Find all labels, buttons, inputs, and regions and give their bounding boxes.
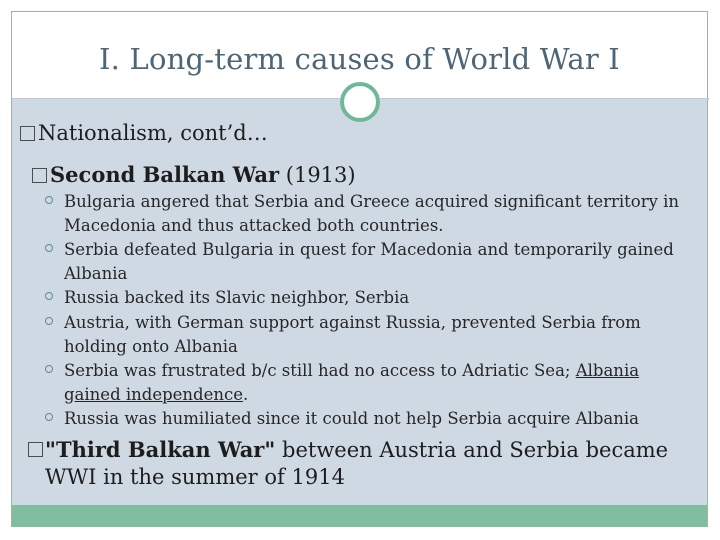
bullet-nationalism bbox=[20, 121, 268, 145]
list-item-text: Austria, with German support against Russia, prevented Serbia from holding onto Albania bbox=[64, 313, 641, 356]
hollow-circle-icon bbox=[45, 317, 53, 325]
second-balkan-war-year: (1913) bbox=[279, 163, 356, 187]
list-item-text: Bulgaria angered that Serbia and Greece acquired significant territory in Macedonia and thus attacked both countries. bbox=[64, 192, 680, 235]
square-checkbox-icon bbox=[32, 168, 47, 183]
list-item-text-pre: Serbia was frustrated b/c still had no access to Adriatic Sea; bbox=[64, 361, 576, 380]
hollow-circle-icon bbox=[45, 196, 53, 204]
square-checkbox-icon bbox=[20, 126, 35, 141]
list-item-text: Russia was humiliated since it could not help Serbia acquire Albania bbox=[64, 409, 640, 428]
footer-bar bbox=[12, 505, 707, 527]
hollow-circle-icon bbox=[45, 292, 53, 300]
list-item bbox=[64, 190, 694, 238]
list-item bbox=[64, 238, 694, 286]
list-item bbox=[64, 286, 694, 310]
list-item-text bbox=[64, 359, 694, 407]
square-checkbox-icon bbox=[28, 442, 43, 457]
list-item bbox=[64, 359, 694, 407]
third-balkan-war-text: between Austria and Serbia became WWI in the summer of 1914 bbox=[45, 438, 669, 489]
list-item-text: Russia backed its Slavic neighbor, Serbia bbox=[64, 288, 410, 307]
slide-title: I. Long-term causes of World War I bbox=[99, 42, 620, 76]
bullet-nationalism-text: Nationalism, cont’d… bbox=[38, 121, 268, 145]
hollow-circle-icon bbox=[45, 244, 53, 252]
hollow-circle-icon bbox=[45, 413, 53, 421]
albania-independence-underlined: Albania gained independence bbox=[64, 361, 640, 404]
bullet-third-balkan-war bbox=[45, 436, 705, 491]
list-item-text: Serbia defeated Bulgaria in quest for Macedonia and temporarily gained Albania bbox=[64, 240, 674, 283]
list-item-text-post: . bbox=[243, 385, 249, 404]
list-item bbox=[64, 407, 694, 431]
third-balkan-war-heading: "Third Balkan War" bbox=[45, 437, 276, 462]
list-item bbox=[64, 311, 694, 359]
slide bbox=[11, 11, 708, 527]
ring-icon bbox=[340, 82, 380, 122]
second-balkan-war-heading: Second Balkan War bbox=[50, 162, 280, 187]
bullet-second-balkan-war bbox=[32, 162, 356, 187]
hollow-circle-icon bbox=[45, 365, 53, 373]
